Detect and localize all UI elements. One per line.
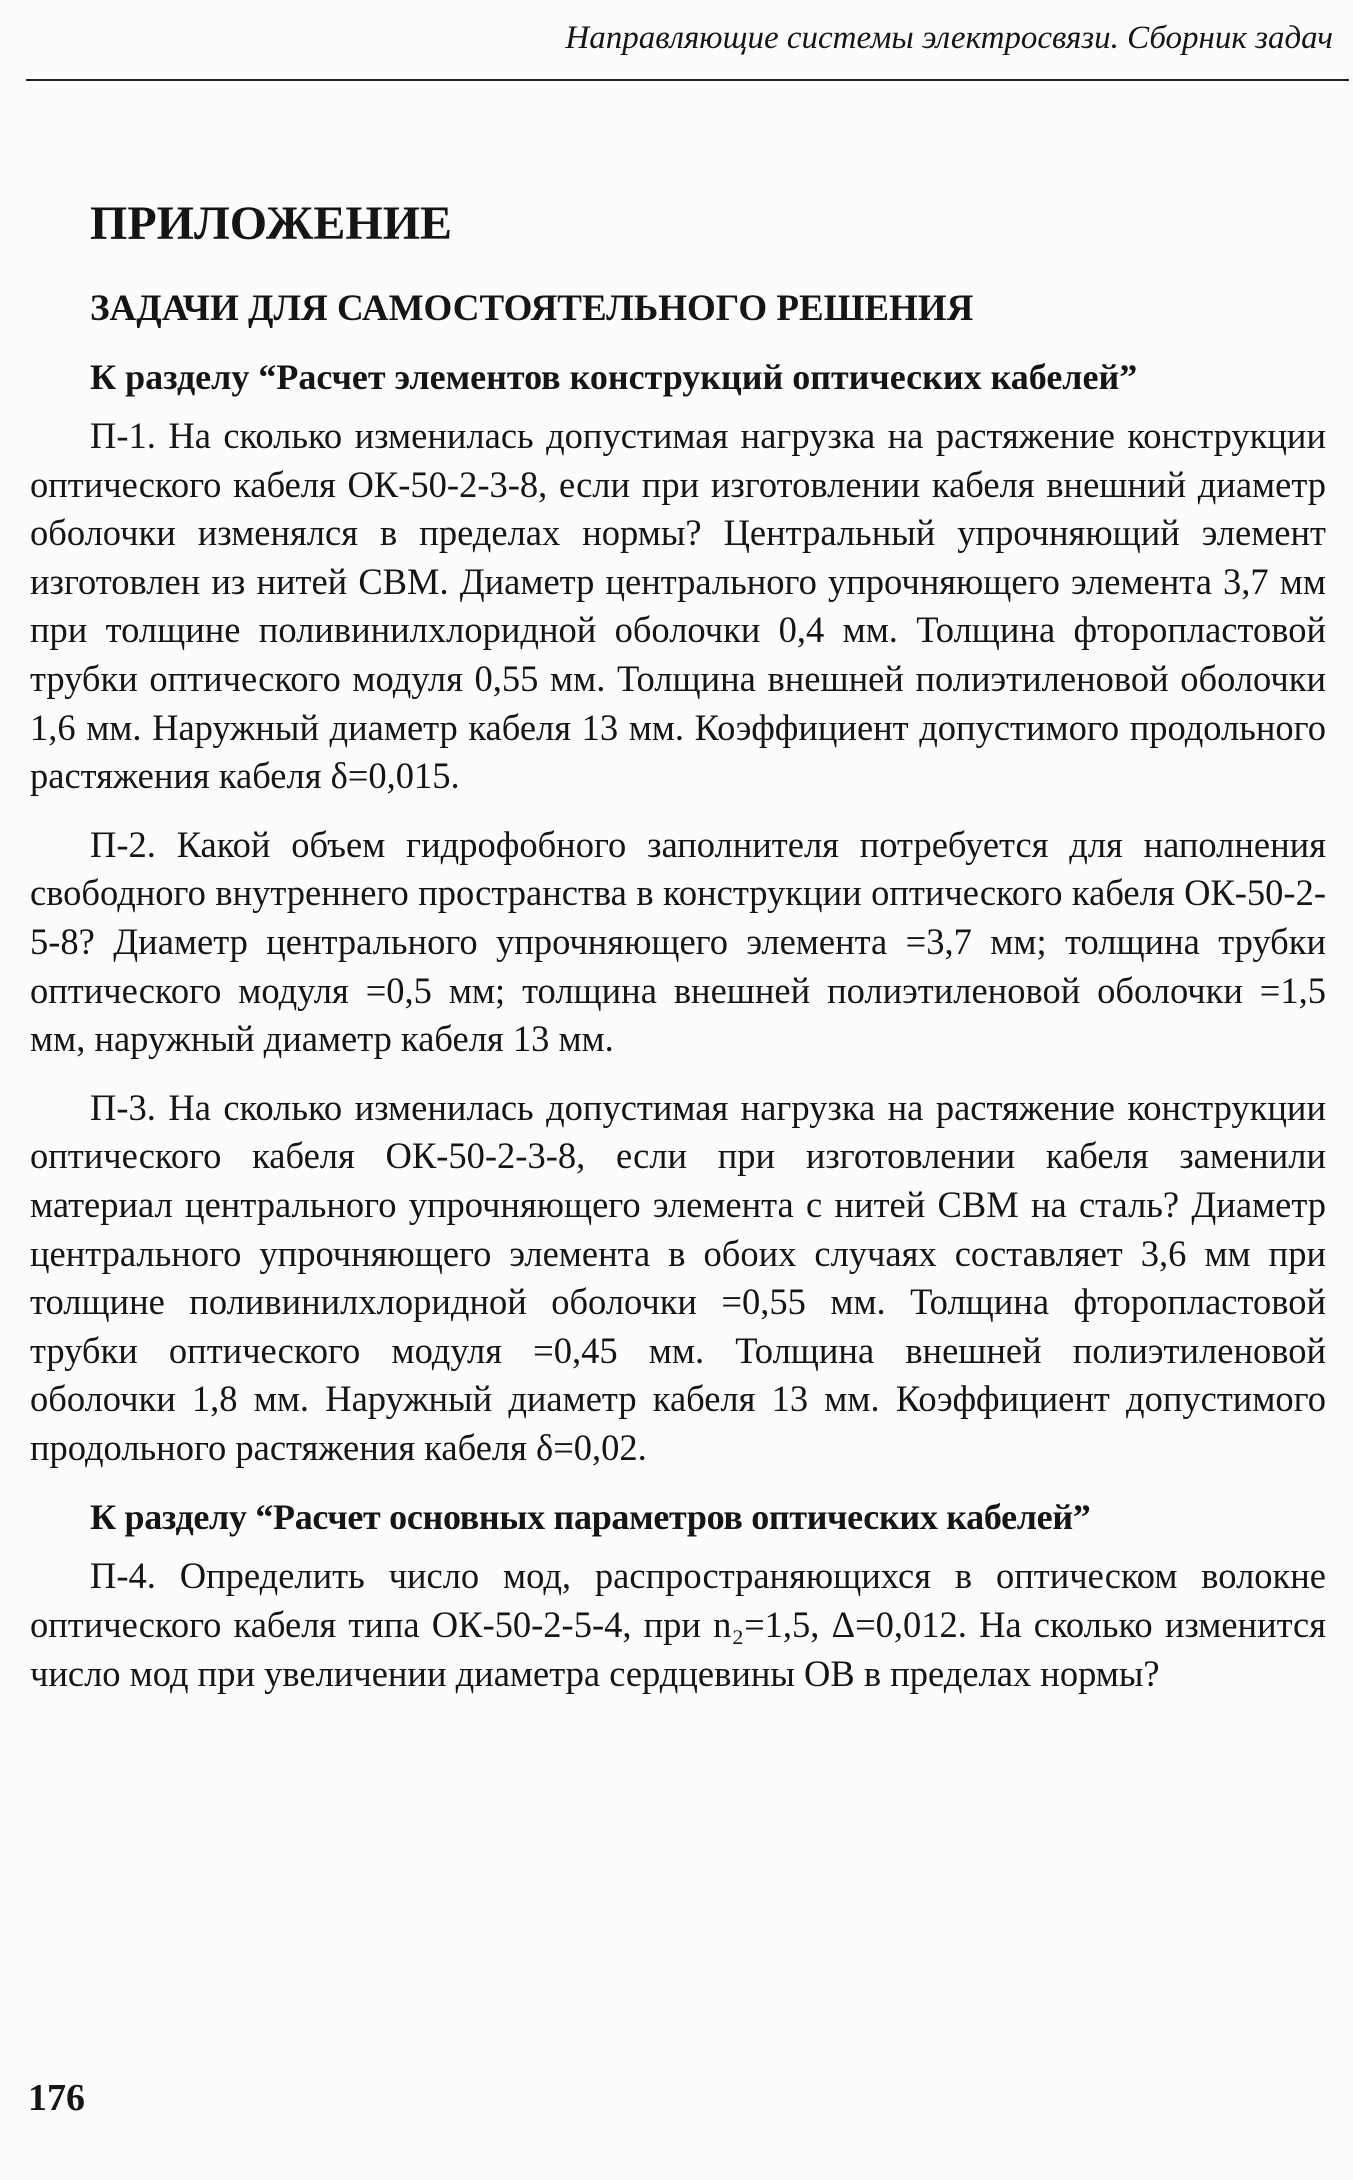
problem-p2: П-2. Какой объем гидрофобного заполнителя потребуется для наполнения свободного внутреннего пространства в конструкции оптического кабеля ОК-50-2-5-8? Диаметр центрального упрочняющего элемента =3,7 мм; толщина трубки оптического модуля =0,5 мм; толщина внешней полиэтиленовой оболочки =1,5 мм, наружный диаметр кабеля 13 мм. xyxy=(30,823,1326,1060)
page-number: 176 xyxy=(28,2077,85,2119)
problem-p3: П-3. На сколько изменилась допустимая нагрузка на растяжение конструкции оптического кабеля ОК-50-2-3-8, если при изготовлении кабеля заменили материал центрального упрочняющего элемента с нитей СВМ на сталь? Диаметр центрального упрочняющего элемента в обоих случаях составляет 3,6 мм при толщине поливинилхлоридной оболочки =0,55 мм. Толщина фторопластовой трубки оптического модуля =0,45 мм. Толщина внешней полиэтиленовой оболочки 1,8 мм. Наружный диаметр кабеля 13 мм. Коэффициент допустимого продольного растяжения кабеля δ=0,02. xyxy=(30,1086,1326,1468)
header-rule xyxy=(26,79,1349,81)
page-content xyxy=(30,196,1326,1718)
problem-p4: П-4. Определить число мод, распространяющихся в оптическом волокне оптического кабеля типа ОК-50-2-5-4, при n₂=1,5, Δ=0,012. На сколько изменится число мод при увеличении диаметра сердцевины ОВ в пределах нормы? xyxy=(30,1555,1326,1694)
section-title: ЗАДАЧИ ДЛЯ САМОСТОЯТЕЛЬНОГО РЕШЕНИЯ xyxy=(90,288,974,329)
subsection-heading-2: К разделу “Расчет основных параметров оптических кабелей” xyxy=(90,1497,1091,1538)
subsection-heading-1: К разделу “Расчет элементов конструкций оптических кабелей” xyxy=(90,357,1138,397)
appendix-title: ПРИЛОЖЕНИЕ xyxy=(90,197,453,250)
running-header: Направляющие системы электросвязи. Сборник задач xyxy=(565,20,1333,56)
problem-p1: П-1. На сколько изменилась допустимая нагрузка на растяжение конструкции оптического кабеля ОК-50-2-3-8, если при изготовлении кабеля внешний диаметр оболочки изменялся в пределах нормы? Центральный упрочняющий элемент изготовлен из нитей СВМ. Диаметр центрального упрочняющего элемента 3,7 мм при толщине поливинилхлоридной оболочки 0,4 мм. Толщина фторопластовой трубки оптического модуля 0,55 мм. Толщина внешней полиэтиленовой оболочки 1,6 мм. Наружный диаметр кабеля 13 мм. Коэффициент допустимого продольного растяжения кабеля δ=0,015. xyxy=(30,415,1326,797)
